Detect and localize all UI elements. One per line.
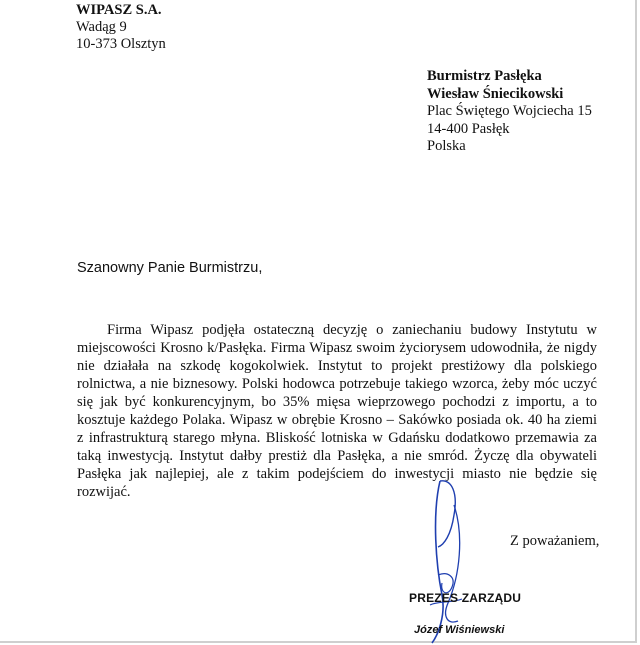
- sender-city: 10-373 Olsztyn: [76, 36, 166, 52]
- recipient-city: 14-400 Pasłęk: [427, 120, 510, 137]
- recipient-address: [427, 68, 592, 156]
- recipient-street: Plac Świętego Wojciecha 15: [427, 103, 592, 119]
- recipient-country: Polska: [427, 138, 466, 154]
- sender-address: [76, 2, 166, 53]
- sender-company: WIPASZ S.A.: [76, 2, 162, 18]
- signer-title: PREZES ZARZĄDU: [409, 591, 522, 605]
- handwritten-signature: [418, 475, 478, 645]
- recipient-title: Burmistrz Pasłęka: [427, 68, 542, 84]
- sender-street: Wadąg 9: [76, 19, 127, 35]
- letter-body: [77, 321, 597, 501]
- recipient-name: Wiesław Śniecikowski: [427, 85, 564, 102]
- body-paragraph: Firma Wipasz podjęła ostateczną decyzję o zaniechaniu budowy Instytutu w miejscowości Krosno k/Pasłęka. Firma Wipasz swoim życiorysem udowodniła, że nigdy nie działała na szkodę kogokolwiek. Instytut to projekt prestiżowy dla polskiego rolnictwa, a nie biznesowy. Polski hodowca potrzebuje takiego wzorca, żeby móc uczyć się jak być konkurencyjnym, bo 35% mięsa wieprzowego pochodzi z importu, a to kosztuje każdego Polaka. Wipasz w obrębie Krosno – Sakówko posiada ok. 40 ha ziemi z infrastrukturą starego młyna. Bliskość lotniska w Gdańsku dodatkowo przemawia za taką inwestycją. Instytut dałby prestiż dla Pasłęka, a nie smród. Życzę dla obywateli Pasłęka jak najlepiej, ale z takim podejściem do inwestycji miasto nie będzie się rozwijać.: [77, 322, 597, 500]
- salutation: Szanowny Panie Burmistrzu,: [77, 260, 263, 276]
- closing: Z poważaniem,: [510, 533, 600, 549]
- signer-name: Józef Wiśniewski: [414, 624, 505, 636]
